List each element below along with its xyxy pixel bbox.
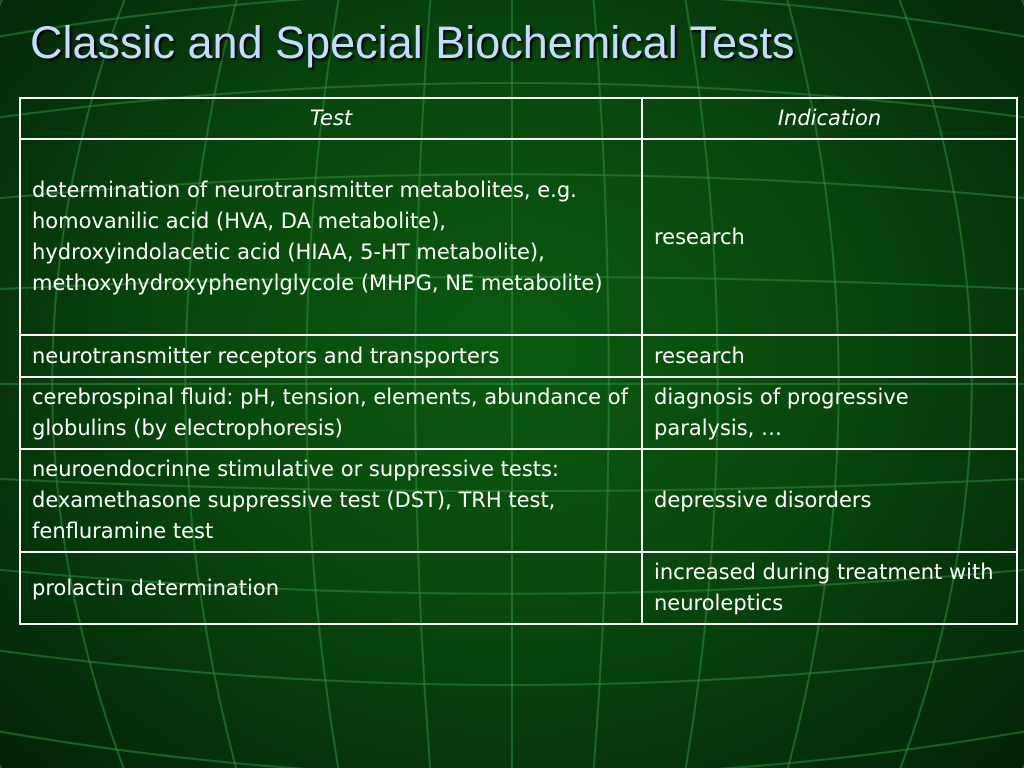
column-header-test: Test	[20, 98, 642, 139]
indication-cell: diagnosis of progressive paralysis, …	[642, 377, 1017, 449]
table-row	[20, 139, 1017, 335]
table-row	[20, 449, 1017, 552]
column-header-indication: Indication	[642, 98, 1017, 139]
test-cell: prolactin determination	[20, 552, 642, 624]
biochemical-tests-table	[19, 97, 1018, 625]
test-cell: neuroendocrinne stimulative or suppressive tests: dexamethasone suppressive test (DST), TRH test, fenfluramine test	[20, 449, 642, 552]
indication-cell: increased during treatment with neuroleptics	[642, 552, 1017, 624]
table-row	[20, 552, 1017, 624]
test-cell: cerebrospinal fluid: pH, tension, elements, abundance of globulins (by electrophoresis)	[20, 377, 642, 449]
table-header-row	[20, 98, 1017, 139]
slide-title: Classic and Special Biochemical Tests	[30, 17, 795, 68]
table-row	[20, 377, 1017, 449]
indication-cell: depressive disorders	[642, 449, 1017, 552]
indication-cell: research	[642, 139, 1017, 335]
test-cell: determination of neurotransmitter metabolites, e.g. homovanilic acid (HVA, DA metabolite), hydroxyindolacetic acid (HIAA, 5-HT metabolite), methoxyhydroxyphenylglycole (MHPG, NE metabolite)	[20, 139, 642, 335]
test-cell: neurotransmitter receptors and transporters	[20, 335, 642, 377]
table-row	[20, 335, 1017, 377]
indication-cell: research	[642, 335, 1017, 377]
